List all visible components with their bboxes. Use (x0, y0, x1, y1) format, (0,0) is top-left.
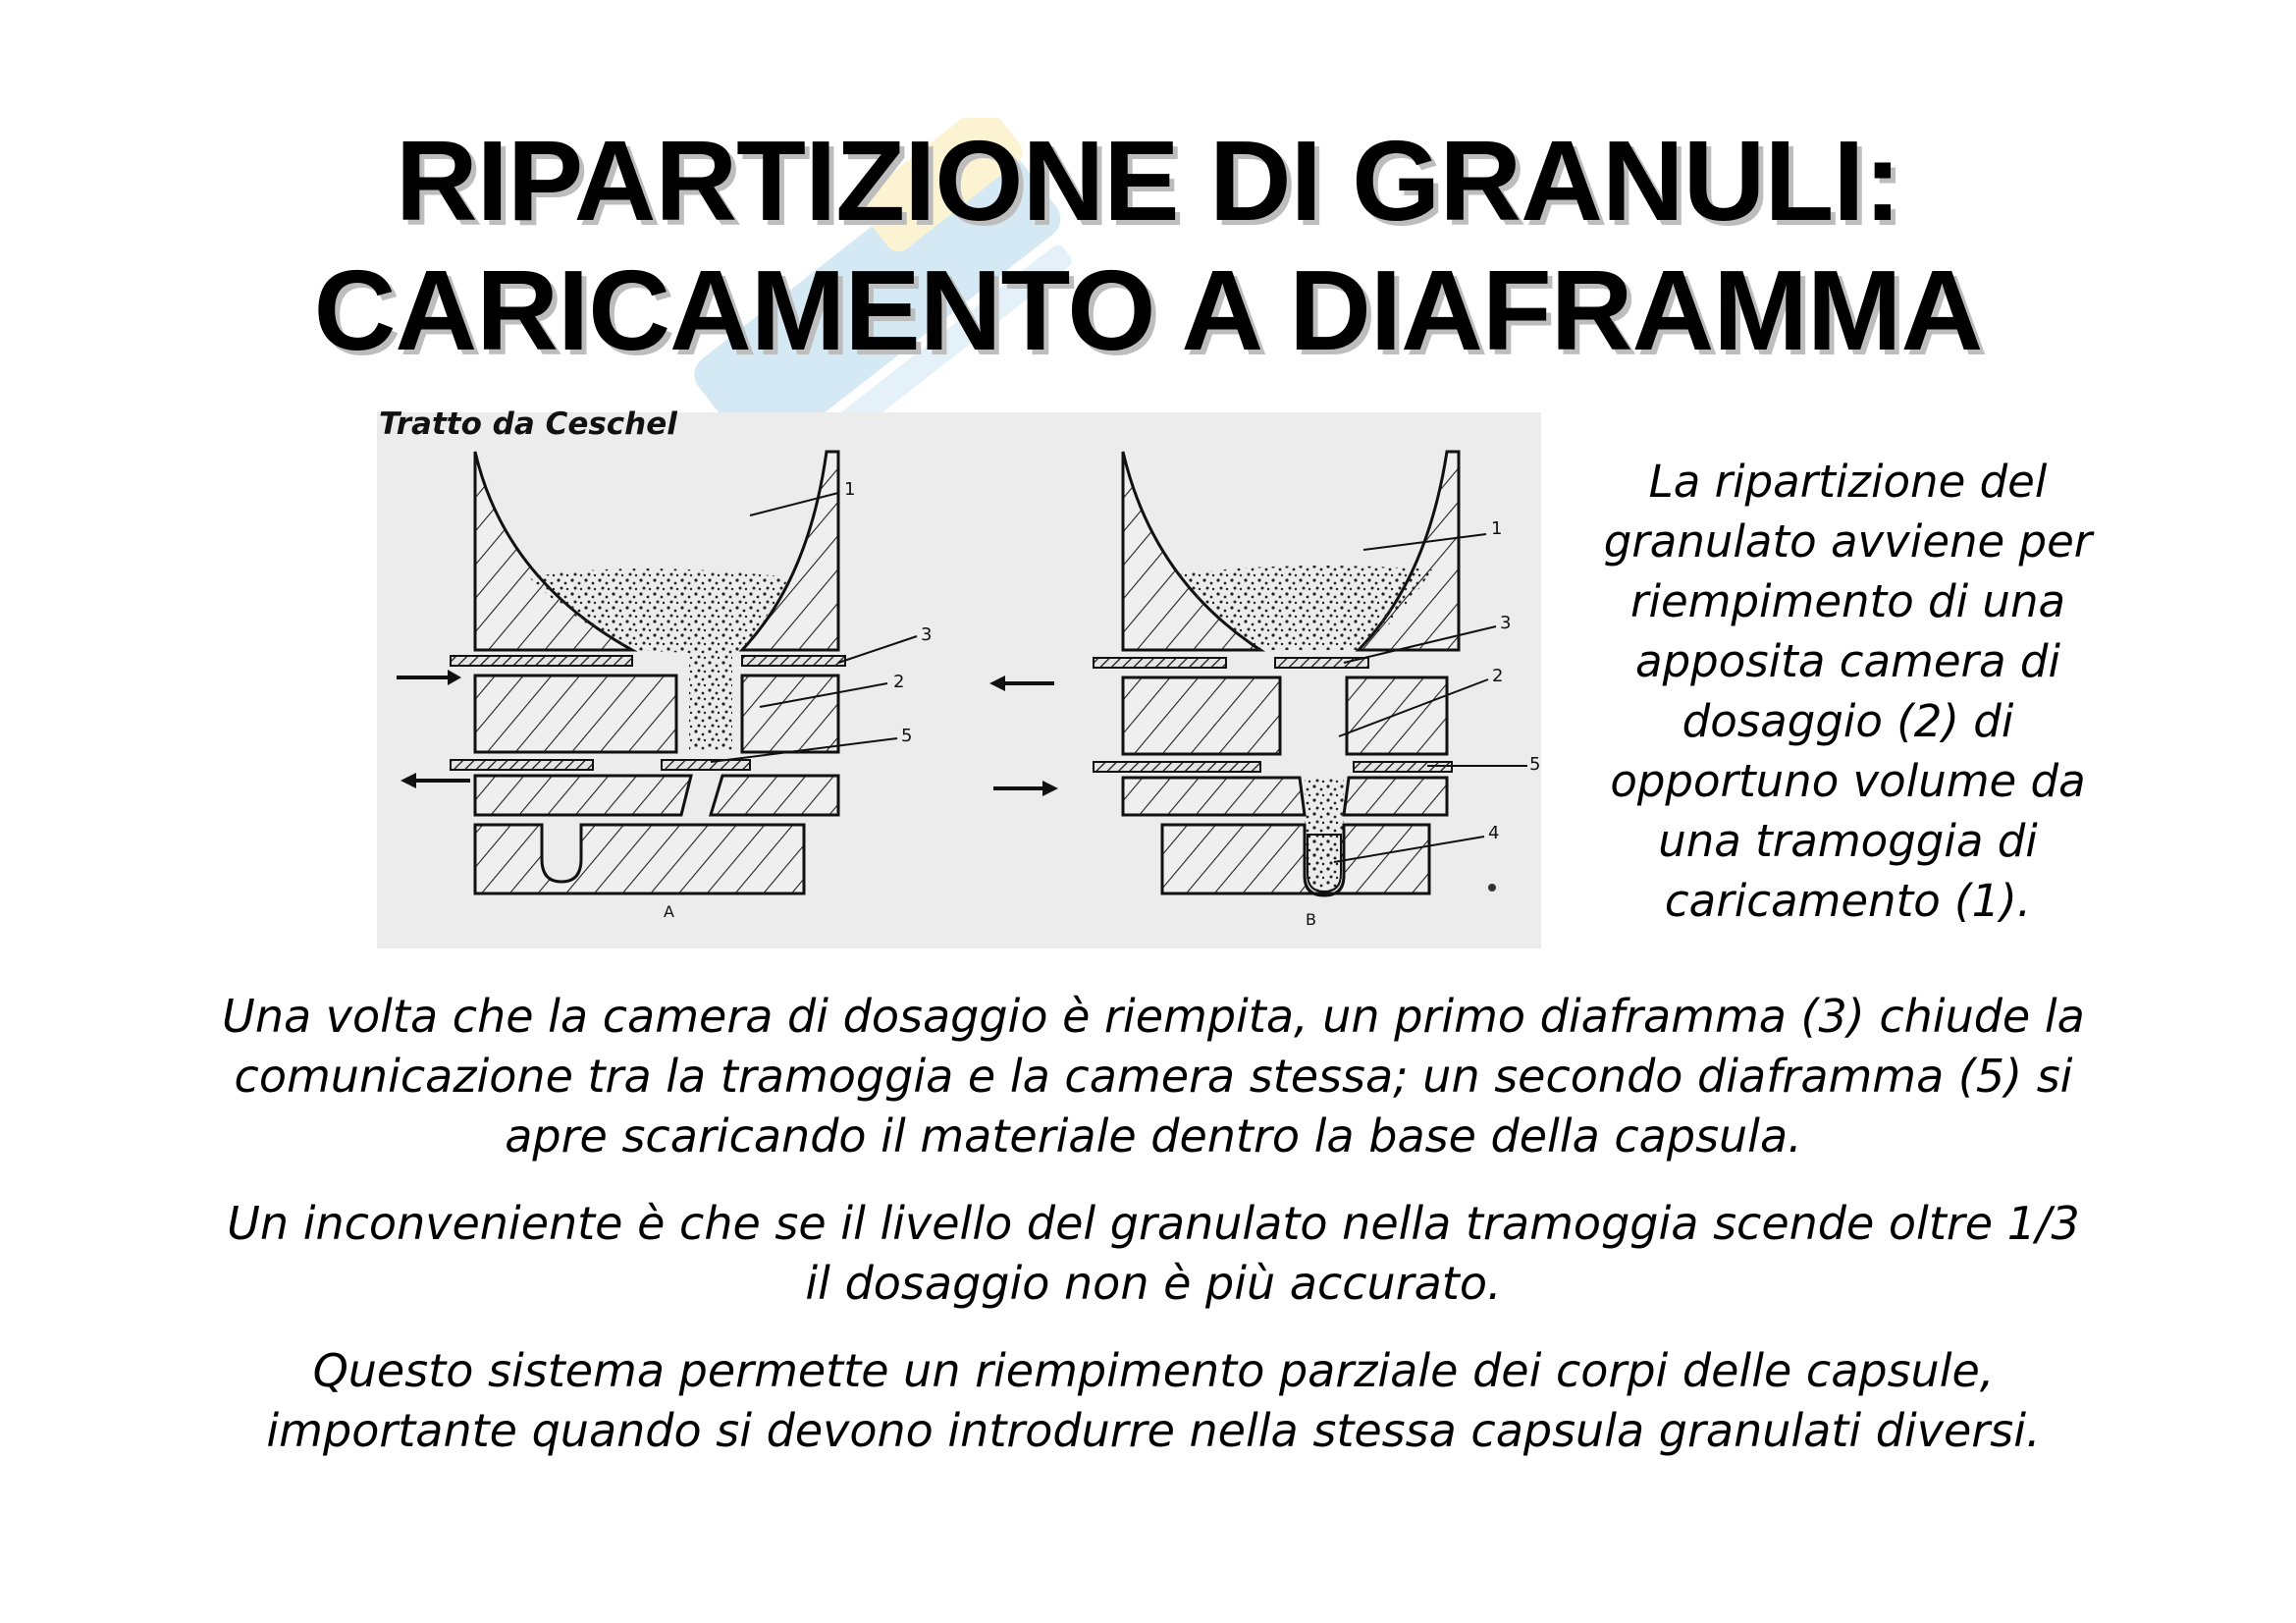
title-line-1: RIPARTIZIONE DI GRANULI: (395, 117, 1901, 244)
paragraph-3: Questo sistema permette un riempimento parziale dei corpi delle capsule, importante quando si devono introdurre nella stessa capsula granulati diversi. (266, 1344, 2041, 1457)
figure-credit: Tratto da Ceschel (379, 406, 677, 442)
callout-a-1: 1 (844, 479, 856, 500)
callout-a-3: 3 (921, 624, 933, 645)
panel-a (397, 452, 932, 921)
diagram-figure (377, 412, 1541, 948)
diagram-svg (377, 412, 1541, 948)
paragraph-1: Una volta che la camera di dosaggio è riempita, un primo diaframma (3) chiude la comunicazione tra la tramoggia e la camera stessa; un secondo diaframma (5) si apre scaricando il materiale dentro la base della capsula. (222, 990, 2085, 1163)
page-title (0, 116, 2296, 375)
panel-b (989, 452, 1540, 929)
panel-b-label: B (1306, 910, 1316, 929)
side-description: La ripartizione del granulato avviene per riempimento di una apposita camera di dosaggio (2) di opportuno volume da una tramoggia di caricamento (1). (1603, 456, 2093, 927)
callout-b-2: 2 (1492, 666, 1504, 686)
callout-a-5: 5 (901, 726, 913, 746)
callout-b-5: 5 (1529, 754, 1541, 775)
callout-b-3: 3 (1500, 613, 1512, 633)
callout-b-1: 1 (1491, 518, 1503, 539)
body-text (211, 987, 2096, 1488)
panel-a-label: A (664, 902, 674, 921)
paragraph-2: Un inconveniente è che se il livello del granulato nella tramoggia scende oltre 1/3 il dosaggio non è più accurato. (227, 1197, 2080, 1310)
callout-a-2: 2 (893, 672, 905, 692)
callout-b-4: 4 (1488, 823, 1500, 843)
title-line-2: CARICAMENTO A DIAFRAMMA (313, 246, 1983, 374)
